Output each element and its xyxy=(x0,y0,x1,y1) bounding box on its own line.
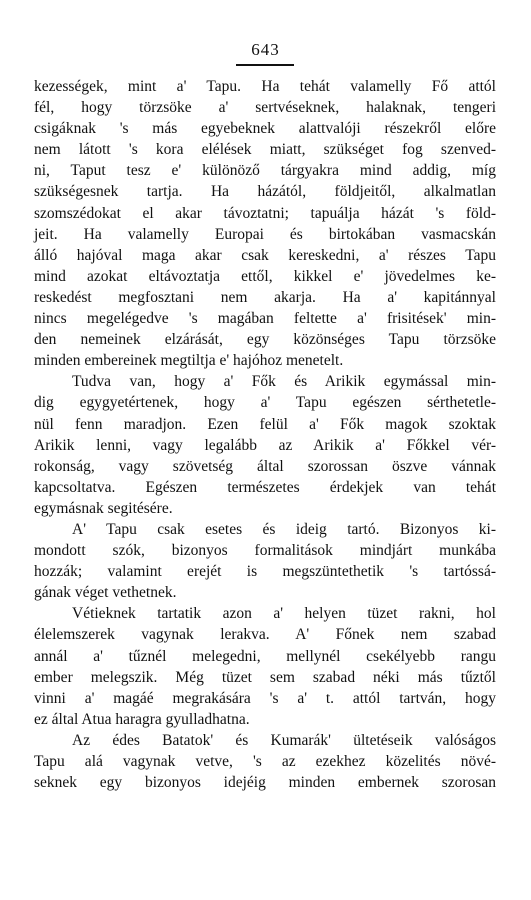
text-line: A' Tapu csak esetes és ideig tartó. Bizonyos ki- xyxy=(72,520,496,538)
text-line: álló hajóval maga akar csak kereskedni, a' részes Tapu xyxy=(34,246,496,264)
text-line: ez által Atua haragra gyulladhatna. xyxy=(34,710,250,728)
text-line: fél, hogy törzsöke a' sertvéseknek, halaknak, tengeri xyxy=(34,99,496,117)
page-number: 643 xyxy=(251,40,280,59)
text-line: ni, Taput tesz e' különöző tárgyakra mind addig, míg xyxy=(34,162,496,180)
header-rule xyxy=(236,64,294,66)
text-line: kezességek, mint a' Tapu. Ha tehát valamelly Fő attól xyxy=(34,78,496,95)
text-line: vinni a' magáé megrakására 's a' t. attól tartván, hogy xyxy=(34,689,496,707)
text-line: rokonság, vagy szövetség által szorossan öszve vánnak xyxy=(34,457,496,475)
text-line: mondott szók, bizonyos formalitások mindjárt munkába xyxy=(34,542,496,560)
text-line: szomszédokat el akar távoztatni; tapuálja házát 's föld- xyxy=(34,204,496,222)
text-line: den nemeinek elzárását, egy közönséges Tapu törzsöke xyxy=(34,331,496,349)
text-line: kapcsoltatva. Egészen természetes érdekjek van tehát xyxy=(34,478,496,496)
text-line: élelemszerek vagynak lerakva. A' Főnek nem szabad xyxy=(34,626,496,644)
text-line: annál a' tűznél melegedni, mellynél csekélyebb rangu xyxy=(34,647,496,665)
text-line: jeit. Ha valamelly Europai és birtokában vasmacskán xyxy=(34,225,496,243)
text-line: Tapu alá vagynak vetve, 's az ezekhez közelités növé- xyxy=(34,753,496,770)
text-line: csigáknak 's más egyebeknek alattvalóji részekről előre xyxy=(34,120,496,138)
text-line: Tudva van, hogy a' Fők és Arikik egymással min- xyxy=(72,373,496,391)
text-line: ember melegszik. Még tüzet sem szabad néki más tűztől xyxy=(34,668,496,686)
text-line: hozzák; valamint erejét is megszüntethetik 's tartóssá- xyxy=(34,563,496,581)
text-line: seknek egy bizonyos idejéig minden embernek szorosan xyxy=(34,774,496,792)
text-line: dig egygyetértenek, hogy a' Tapu egészen sérthetetle- xyxy=(34,394,496,412)
text-line: gának véget vethetnek. xyxy=(34,584,177,602)
body-text xyxy=(34,76,496,793)
text-line: Az édes Batatok' és Kumarák' ültetéseik valóságos xyxy=(72,731,496,749)
text-line: minden embereinek megtiltja e' hajóhoz menetelt. xyxy=(34,352,344,370)
text-line: mind azokat eltávoztatja ettől, kikkel e' jövedelmes ke- xyxy=(34,267,496,285)
text-line: Vétieknek tartatik azon a' helyen tüzet rakni, hol xyxy=(72,605,496,623)
text-line: szükségesnek tartja. Ha házától, földjeitől, alkalmatlan xyxy=(34,183,496,201)
text-line: egymásnak segitésére. xyxy=(34,499,173,517)
text-line: nincs megelégedve 's magában feltette a' frisitések' min- xyxy=(34,310,496,328)
text-line: nül fenn maradjon. Ezen felül a' Fők magok szoktak xyxy=(34,415,496,433)
text-line: Arikik lenni, vagy legalább az Arikik a' Főkkel vér- xyxy=(34,436,496,454)
text-line: nem látott 's kora elélések miatt, szükséget fog szenved- xyxy=(34,141,496,159)
text-line: reskedést megfosztani nem akarja. Ha a' kapitánnyal xyxy=(34,288,496,306)
